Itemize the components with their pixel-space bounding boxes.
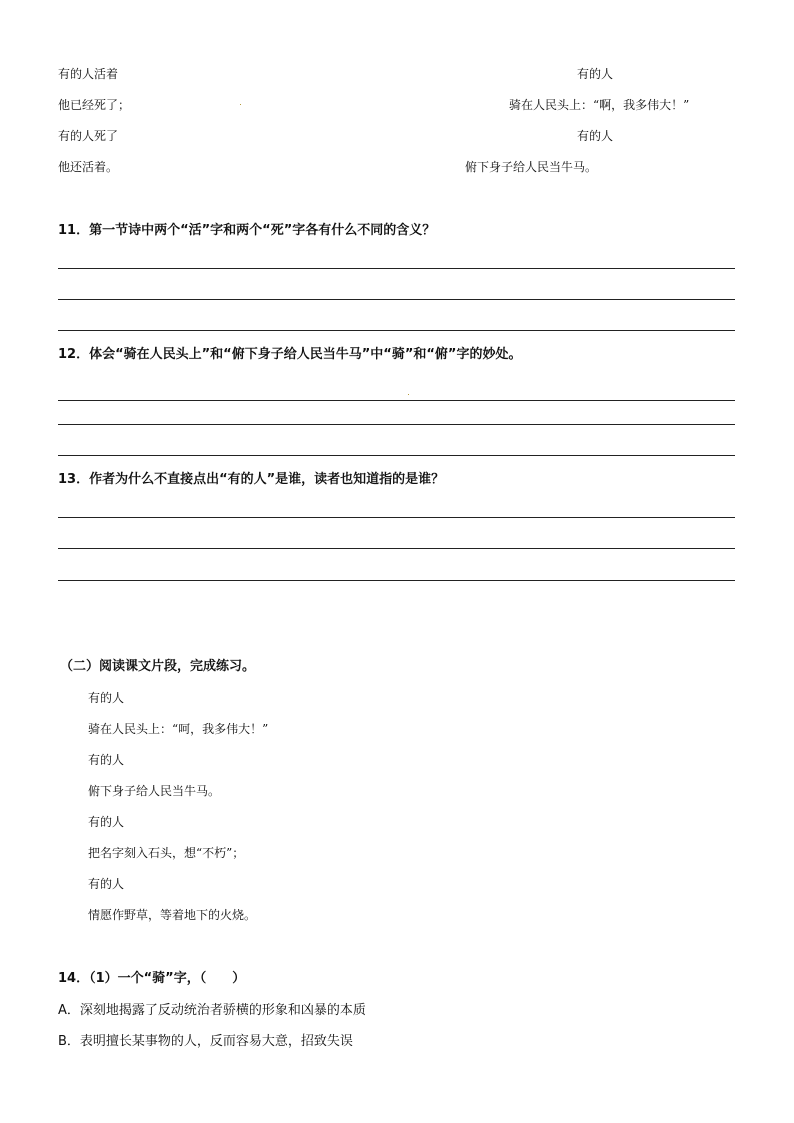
question-number: 11． [58, 223, 90, 238]
answer-line[interactable] [58, 299, 735, 300]
question-text: 作者为什么不直接点出“有的人”是谁，读者也知道指的是谁？ [89, 472, 445, 487]
excerpt-line: 有的人 [88, 877, 125, 891]
excerpt-line: 有的人 [88, 753, 125, 767]
speck-mark [408, 394, 409, 395]
question-11 [58, 224, 435, 237]
question-number: 14． [58, 971, 90, 986]
question-number: 12． [58, 347, 90, 362]
answer-line[interactable] [58, 400, 735, 401]
section-heading: （二）阅读课文片段，完成练习。 [60, 659, 256, 674]
question-14 [58, 972, 245, 985]
question-text: （1）一个“骑”字，（ ） [89, 971, 246, 986]
poem-line: 有的人活着 [58, 67, 119, 81]
option-b[interactable] [58, 1035, 353, 1048]
answer-line[interactable] [58, 517, 735, 518]
excerpt-line: 有的人 [88, 815, 125, 829]
excerpt-line: 情愿作野草，等着地下的火烧。 [88, 908, 257, 922]
speck-mark [240, 104, 241, 105]
question-13 [58, 473, 444, 486]
question-text: 体会“骑在人民头上”和“俯下身子给人民当牛马”中“骑”和“俯”字的妙处。 [89, 347, 522, 362]
excerpt-line: 俯下身子给人民当牛马。 [88, 784, 221, 798]
answer-line[interactable] [58, 330, 735, 331]
excerpt-line: 骑在人民头上：“呵，我多伟大！” [88, 722, 269, 736]
option-letter: B． [58, 1034, 80, 1049]
question-12 [58, 348, 521, 361]
excerpt-line: 把名字刻入石头，想“不朽”； [88, 846, 245, 860]
poem-line: 骑在人民头上：“啊，我多伟大！” [509, 98, 690, 112]
answer-line[interactable] [58, 424, 735, 425]
answer-line[interactable] [58, 580, 735, 581]
poem-line: 有的人 [577, 67, 614, 81]
option-letter: A． [58, 1003, 80, 1018]
answer-line[interactable] [58, 548, 735, 549]
option-a[interactable] [58, 1004, 366, 1017]
answer-line[interactable] [58, 455, 735, 456]
poem-line: 他还活着。 [58, 160, 119, 174]
poem-line: 有的人 [577, 129, 614, 143]
option-text: 深刻地揭露了反动统治者骄横的形象和凶暴的本质 [79, 1003, 366, 1018]
poem-line: 有的人死了 [58, 129, 119, 143]
question-number: 13． [58, 472, 90, 487]
poem-line: 他已经死了； [58, 98, 131, 112]
question-text: 第一节诗中两个“活”字和两个“死”字各有什么不同的含义？ [89, 223, 436, 238]
poem-line: 俯下身子给人民当牛马。 [465, 160, 598, 174]
excerpt-line: 有的人 [88, 691, 125, 705]
answer-line[interactable] [58, 268, 735, 269]
option-text: 表明擅长某事物的人，反而容易大意，招致失误 [79, 1034, 353, 1049]
